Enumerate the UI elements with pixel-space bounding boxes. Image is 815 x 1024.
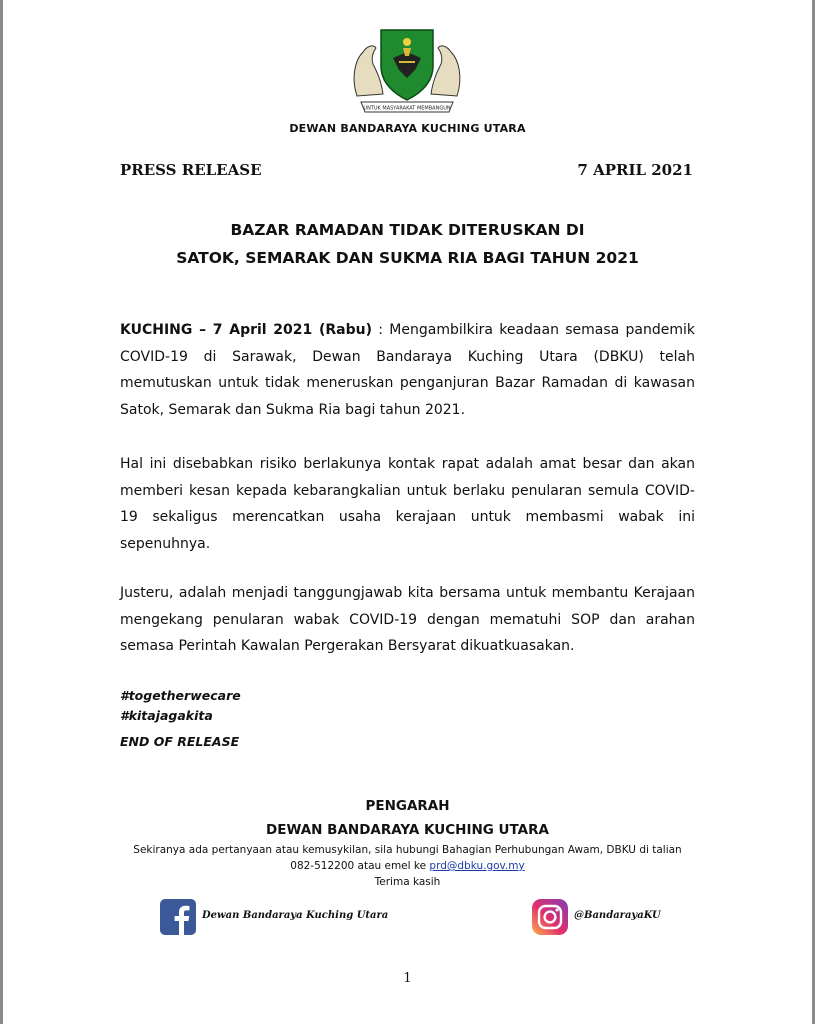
paragraph-1-text: : Mengambilkira keadaan semasa pandemik COVID-19 di Sarawak, Dewan Bandaraya Kuching Utara (DBKU) telah memutuskan untuk tidak meneruskan penganjuran Bazar Ramadan di kawasan Satok, Semarak dan Sukma Ria bagi tahun 2021. [120,322,695,418]
page-number: 1 [403,971,412,986]
signatory-org: DEWAN BANDARAYA KUCHING UTARA [266,822,549,838]
paragraph-3: Justeru, adalah menjadi tanggungjawab kita bersama untuk membantu Kerajaan mengekang penularan wabak COVID-19 dengan mematuhi SOP dan arahan semasa Perintah Kawalan Pergerakan Bersyarat dikuatkuasakan. [120,585,695,654]
facebook-label[interactable]: Dewan Bandaraya Kuching Utara [202,910,389,921]
end-of-release: END OF RELEASE [120,734,240,749]
headline-line-1: BAZAR RAMADAN TIDAK DITERUSKAN DI [230,221,585,239]
contact-line-1: Sekiranya ada pertanyaan atau kemusykilan, sila hubungi Bahagian Perhubungan Awam, DBKU di talian [133,844,682,856]
signatory-title: PENGARAH [365,798,450,814]
contact-email-link[interactable]: prd@dbku.gov.my [429,860,525,872]
contact-line-2 [0,858,815,874]
hashtags [120,686,241,726]
paragraph-1 [120,317,695,423]
dbku-crest-logo [343,18,471,116]
contact-phone: 082-512200 atau emel ke [290,860,430,872]
hashtag: #togetherwecare [120,688,241,703]
headline [0,216,815,272]
release-date: 7 APRIL 2021 [577,161,693,179]
paragraph-2: Hal ini disebabkan risiko berlakunya kontak rapat adalah amat besar dan akan memberi kesan kepada kebarangkalian untuk berlaku penularan semula COVID-19 sekaligus merencatkan usaha kerajaan untuk membasmi wabak ini sepenuhnya. [120,456,695,552]
dateline: KUCHING – 7 April 2021 (Rabu) [120,322,372,338]
crest-motto: UNTUK MASYARAKAT MEMBANGUN [363,105,451,112]
headline-line-2: SATOK, SEMARAK DAN SUKMA RIA BAGI TAHUN 2021 [176,249,639,267]
thanks-text: Terima kasih [374,876,441,888]
signature-block [0,794,815,842]
instagram-label[interactable]: @BandarayaKU [574,910,661,921]
press-release-label: PRESS RELEASE [120,161,262,179]
organization-header: DEWAN BANDARAYA KUCHING UTARA [289,122,526,135]
contact-note [0,842,815,890]
facebook-icon[interactable] [160,899,196,935]
hashtag: #kitajagakita [120,708,213,723]
instagram-icon[interactable] [532,899,568,935]
